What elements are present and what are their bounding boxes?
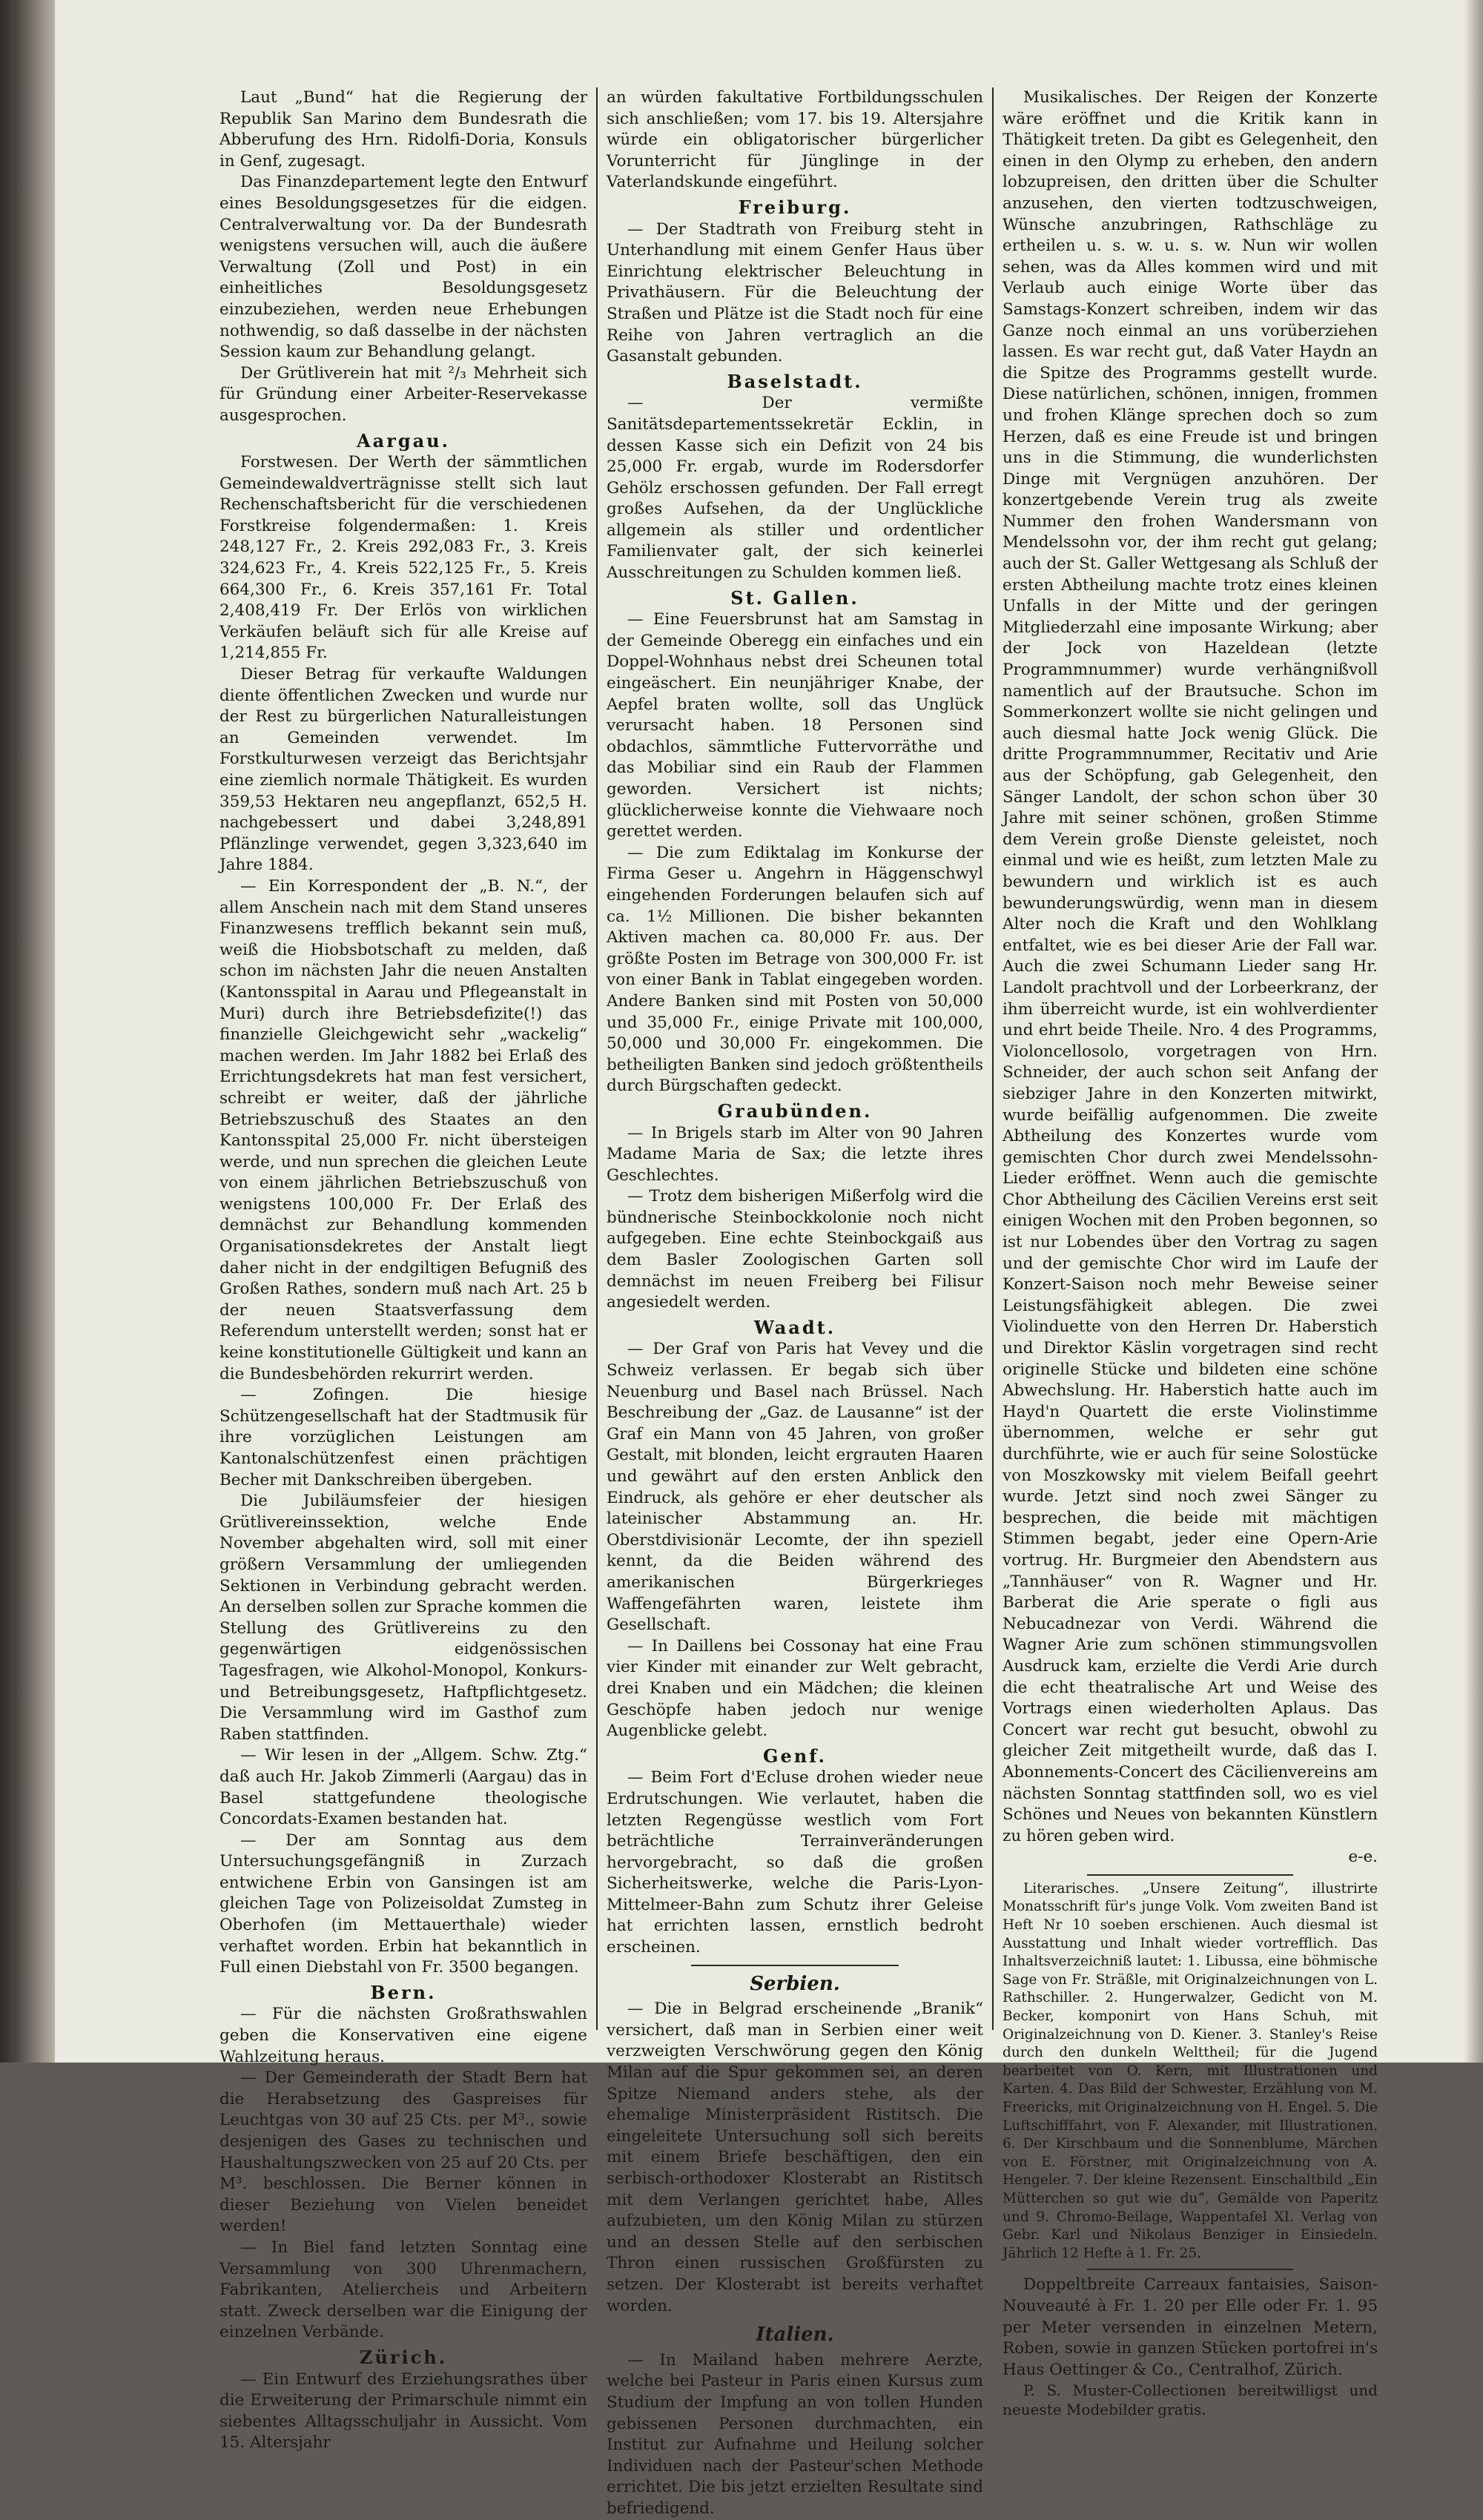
section-heading-zuerich: Zürich.: [359, 2346, 448, 2368]
article-finanzwesen: — Ein Korrespondent der „B. N.“, der allem Anschein nach mit dem Stand unseres Finanzwesens trefflich bekannt sein muß, weiß die Hiobsbotschaft zu melden, daß schon im nächsten Jahr die neuen Anstalten (Kantonsspital in Aarau und Pflegeanstalt in Muri) durch ihre Betriebsdefizite(!) das finanzielle Gleichgewicht sehr „wackelig“ machen werden. Im Jahr 1882 bei Erlaß des Errichtungsdekrets hat man fest versichert, schreibt er weiter, daß der jährliche Betriebszuschuß des Staates an den Kantonsspital 25,000 Fr. nicht übersteigen werde, und nun sprechen die gleichen Leute von einem jährlichen Betriebszuschuß von wenigstens 100,000 Fr. Der Erlaß des demnächst zur Behandlung kommenden Organisationsdekretes der Anstalt liegt daher nicht in der endgiltigen Befugniß des Großen Rathes, sondern muß nach Art. 25 b der neuen Staatsverfassung dem Referendum unterstellt werden; sonst hat er keine konstitutionelle Gültigkeit und kann an die Bundesbehörden rekurrirt werden.: [219, 876, 587, 1383]
advertisement-carreaux: Doppeltbreite Carreaux fantaisies, Saison-Nouveauté à Fr. 1. 20 per Elle oder Fr. 1. 95 per Meter versenden in einzelnen Metern, Roben, sowie in ganzen Stücken portofrei in's Haus Oettinger & Co., Centralhof, Zürich.: [1003, 2275, 1378, 2379]
column-1: [211, 87, 596, 2453]
section-heading-serbien: Serbien.: [750, 1972, 840, 1995]
article-musikalisches: Musikalisches. Der Reigen der Konzerte wäre eröffnet und die Kritik kann in Thätigkeit treten. Da gibt es Gelegenheit, den einen in den Olymp zu erheben, den andern lobzupreisen, den dritten über die Schulter anzusehen, den vierten todtzuschweigen, Wünsche anzubringen, Rathschläge zu ertheilen u. s. w. u. s. w. Nun wir wollen sehen, was da Alles kommen wird und mit Verlaub auch einige Worte über das Samstags-Konzert schreiben, indem wir das Ganze noch einmal an uns vorüberziehen lassen. Es war recht gut, daß Vater Haydn an die Spitze des Programms gestellt wurde. Diese natürlichen, schönen, innigen, frommen und frohen Klänge sprechen doch so zum Herzen, daß es eine Freude ist und bringen uns in die Stimmung, die wunderlichsten Dinge mit Vergnügen anzuhören. Der konzertgebende Verein trug als zweite Nummer den frohen Wandersmann von Mendelssohn vor, der ihm recht gut gelang; auch der St. Galler Wettgesang als Schluß der ersten Abtheilung machte trotz eines kleinen Unfalls in der Mitte und der geringen Mitgliederzahl eine imposante Wirkung; aber der Jock von Hazeldean (letzte Programmnummer) wurde verhängnißvoll namentlich auf der Brautsuche. Schon im Sommerkonzert wollte sie nicht gelingen und auch diesmal hatte Jock wenig Glück. Die dritte Programmnummer, Recitativ und Arie aus der Schöpfung, gab Gelegenheit, den Sänger Landolt, der schon schon über 30 Jahre mit seiner schönen, großen Stimme dem Verein große Dienste geleistet, noch einmal und wie es heißt, zum letzten Male zu bewundern und wirklich ist es auch bewunderungswürdig, wenn man in diesem Alter noch die Kraft und den Wohlklang entfaltet, wie es bei dieser Arie der Fall war. Auch die zwei Schumann Lieder sang Hr. Landolt prachtvoll und der Lorbeerkranz, der ihm überreicht wurde, ist ein wohlverdienter und ehrt beide Theile. Nro. 4 des Programms, Violoncellosolo, vorgetragen von Hrn. Schneider, der auch schon seit Anfang der siebziger Jahre in den Konzerten mitwirkt, wurde beifällig aufgenommen. Die zweite Abtheilung des Konzertes wurde vom gemischten Chor durch zwei Mendelssohn-Lieder eröffnet. Wenn auch die gemischte Chor Abtheilung des Cäcilien Vereins erst seit einigen Wochen mit den Proben begonnen, so ist nur Lobendes über den Vortrag zu sagen und der gemischte Chor wird im Laufe der Konzert-Saison noch mehr Beweise seiner Leistungsfähigkeit ablegen. Die zwei Violinduette von den Herren Dr. Haberstich und Direktor Käslin vorgetragen sind recht originelle Stücke und bildeten eine schöne Abwechslung. Hr. Haberstich hatte auch im Hayd'n Quartett die erste Violinstimme übernommen, welche er sehr gut durchführte, wie er auch für seine Solostücke von Moszkowsky mit vielem Beifall geehrt wurde. Jetzt sind noch zwei Sänger zu besprechen, die beide mit mächtigen Stimmen begabt, jeder eine Opern-Arie vortrug. Hr. Burgmeier den Abendstern aus „Tannhäuser“ von R. Wagner und Hr. Barberat die Arie sperate o figli aus Nebucadnezar von Verdi. Während die Wagner Arie zum schönen stimmungsvollen Ausdruck kam, erzielte die Verdi Arie durch die echt theatralische Art und Weise des Vortrags einen wiederholten Aplaus. Das Concert war recht gut besucht, obwohl zu gleicher Zeit mitgetheilt wurde, daß das I. Abonnements-Concert des Cäcilienvereins am nächsten Sonntag stattfinden soll, wo es viel Schönes und Neues von bekannten Künstlern zu hören geben wird.: [1003, 88, 1378, 1845]
article-jubilaeum: Die Jubiläumsfeier der hiesigen Grütlivereinssektion, welche Ende November abgehalten wird, soll mit einer größern Versammlung der umliegenden Sektionen in Verbindung gebracht werden. An derselben sollen zur Sprache kommen die Stellung des Grütlivereins zu den gegenwärtigen eidgenössischen Tagesfragen, wie Alkohol-Monopol, Konkurs- und Betreibungsgesetz, Haftpflichtgesetz. Die Versammlung wird im Gasthof zum Raben stattfinden.: [219, 1492, 587, 1744]
advertisement-postscript: P. S. Muster-Collectionen bereitwilligst und neueste Modebilder gratis.: [1003, 2381, 1378, 2419]
section-heading-graubuenden: Graubünden.: [717, 1099, 873, 1122]
article-brigels: — In Brigels starb im Alter von 90 Jahren Madame Maria de Sax; die letzte ihres Geschlechtes.: [607, 1123, 983, 1185]
article-waldungen: Dieser Betrag für verkaufte Waldungen diente öffentlichen Zwecken und wurde nur der Rest zu bürgerlichen Naturalleistungen an Gemeinden verwendet. Im Forstkulturwesen verzeigt das Berichtsjahr eine ziemlich normale Thätigkeit. Es wurden 359,53 Hektaren neu angepflanzt, 652,5 H. nachgebessert und dabei 3,248,891 Pflänzlinge verwendet, gegen 3,323,640 im Jahre 1884.: [219, 665, 587, 875]
section-heading-genf: Genf.: [762, 1745, 828, 1767]
page-edge-shadow: [1464, 0, 1483, 2063]
column-2: [596, 87, 992, 2518]
article-gaspreis: — Der Gemeinderath der Stadt Bern hat die Herabsetzung des Gaspreises für Leuchtgas von 30 auf 25 Cts. per M³., sowie desjenigen des Gases zu technischen und Haushaltungszwecken von 25 auf 20 Cts. per M³. beschlossen. Die Berner können in dieser Beziehung von Vielen beneidet werden!: [219, 2068, 587, 2236]
article-belgrad: — Die in Belgrad erscheinende „Branik“ versichert, daß man in Serbien einer weit verzweigten Verschwörung gegen den König Milan auf die Spur gekommen sei, an deren Spitze Niemand anders stehe, als der ehemalige Ministerpräsident Ristitsch. Die eingeleitete Untersuchung soll sich bereits mit einem Briefe beschäftigen, den ein serbisch-orthodoxer Klosterabt an Ristitsch mit dem Verlangen gerichtet habe, Alles aufzubieten, um den König Milan zu stürzen und an dessen Stelle auf den serbischen Thron einen russischen Großfürsten zu setzen. Der Klosterabt ist bereits verhaftet worden.: [607, 2000, 983, 2315]
article-freiburg-beleuchtung: — Der Stadtrath von Freiburg steht in Unterhandlung mit einem Genfer Haus über Einrichtung elektrischer Beleuchtung in Privathäusern. Für die Beleuchtung der Straßen und Plätze ist die Stadt noch für eine Reihe von Jahren vertraglich an die Gasanstalt gebunden.: [607, 219, 983, 366]
column-3: [992, 87, 1387, 2419]
section-heading-stgallen: St. Gallen.: [730, 586, 859, 609]
article-san-marino: Laut „Bund“ hat die Regierung der Republik San Marino dem Bundesrath die Abberufung des Hrn. Ridolfi-Doria, Konsuls in Genf, zugesagt.: [219, 88, 587, 171]
article-zurzach: — Der am Sonntag aus dem Untersuchungsgefängniß in Zurzach entwichene Erbin von Gansingen ist am gleichen Tage von Polizeisoldat Zumsteg in Oberhofen (im Mettauerthale) wieder verhaftet worden. Erbin hat bekanntlich in Full einen Diebstahl von Fr. 3500 begangen.: [219, 1831, 587, 1977]
article-besoldungsgesetz: Das Finanzdepartement legte den Entwurf eines Besoldungsgesetzes für die eidgen. Centralverwaltung vor. Da der Bundesrath wenigstens versuchen will, auch die äußere Verwaltung (Zoll und Post) in ein einheitliches Besoldungsgesetz einzubeziehen, werden neue Erhebungen nothwendig, so daß dasselbe in der nächsten Session kaum zur Behandlung gelangt.: [219, 173, 587, 362]
article-konkurs: — Die zum Ediktalag im Konkurse der Firma Geser u. Angehrn in Häggenschwyl eingehenden Forderungen belaufen sich auf ca. 1½ Millionen. Die bisher bekannten Aktiven machen ca. 80,000 Fr. aus. Der größte Posten im Betrage von 300,000 Fr. ist von einer Bank in Tablat eingegeben worden. Andere Banken sind mit Posten von 50,000 und 35,000 Fr., einige Private mit 100,000, 50,000 und 30,000 Fr. eingekommen. Die betheiligten Banken sind jedoch größtentheils durch Bürgschaften gedeckt.: [607, 843, 983, 1096]
section-heading-aargau: Aargau.: [357, 429, 450, 452]
column-layout: [211, 87, 1387, 2518]
book-binding: [0, 0, 55, 2063]
article-graf-paris: — Der Graf von Paris hat Vevey und die Schweiz verlassen. Er begab sich über Neuenburg und Basel nach Brüssel. Nach Beschreibung der „Gaz. de Lausanne“ ist der Graf ein Mann von 45 Jahren, von großer Gestalt, mit blonden, leicht ergrauten Haaren und gewährt auf den ersten Anblick den Eindruck, als gehöre er eher deutscher als lateinischer Abstammung an. Hr. Oberstdivisionär Lecomte, der ihn speziell kennt, da die Beiden während des amerikanischen Bürgerkrieges Waffengefährten waren, leistete ihm Gesellschaft.: [607, 1340, 983, 1635]
article-fort-ecluse: — Beim Fort d'Ecluse drohen wieder neue Erdrutschungen. Wie verlautet, haben die letzten Regengüsse westlich vom Fort beträchtliche Terrainveränderungen hervorgebracht, so daß die großen Sicherheitswerke, welche die Paris-Lyon-Mittelmeer-Bahn zum Schutz ihrer Geleise hat errichten lassen, ernstlich bedroht erscheinen.: [607, 1768, 983, 1957]
article-signature: e-e.: [1348, 1848, 1378, 1867]
section-heading-freiburg: Freiburg.: [738, 196, 852, 218]
divider-line: [691, 1965, 898, 1966]
article-zimmerli: — Wir lesen in der „Allgem. Schw. Ztg.“ daß auch Hr. Jakob Zimmerli (Aargau) das in Basel stattgefundene theologische Concordats-Examen bestanden hat.: [219, 1746, 587, 1829]
article-mailand: — In Mailand haben mehrere Aerzte, welche bei Pasteur in Paris einen Kursus zum Studium der Impfung an von tollen Hunden gebissenen Personen durchmachten, ein Institut zur Aufnahme und Heilung solcher Individuen nach der Pasteur'schen Methode errichtet. Die bis jetzt erzielten Resultate sind befriedigend.: [607, 2350, 983, 2518]
article-daillens: — In Daillens bei Cossonay hat eine Frau vier Kinder mit einander zur Welt gebracht, drei Knaben und ein Mädchen; die kleinen Geschöpfe haben jedoch nur wenige Augenblicke gelebt.: [607, 1636, 983, 1741]
article-biel: — In Biel fand letzten Sonntag eine Versammlung von 300 Uhrenmachern, Fabrikanten, Ateliercheis und Arbeitern statt. Zweck derselben war die Einigung der einzelnen Verbände.: [219, 2238, 587, 2342]
article-literarisches: Literarisches. „Unsere Zeitung“, illustrirte Monatsschrift für's junge Volk. Vom zweiten Band ist Heft Nr 10 soeben erschienen. Auch diesmal ist Ausstattung und Inhalt wieder vortrefflich. Das Inhaltsverzeichniß lautet: 1. Libussa, eine böhmische Sage von Fr. Sträßle, mit Originalzeichnungen von L. Rathschiller. 2. Hungerwalzer, Gedicht von M. Becker, komponirt von Hans Schuh, mit Originalzeichnung von D. Kiener. 3. Stanley's Reise durch den dunkeln Welttheil; für die Jugend bearbeitet von O. Kern, mit Illustrationen und Karten. 4. Das Bild der Schwester, Erzählung von M. Freericks, mit Originalzeichnung von H. Engel. 5. Die Luftschifffahrt, von F. Alexander, mit Illustrationen. 6. Der Kirschbaum und die Sonnenblume, Märchen von E. Förstner, mit Originalzeichnung von A. Hengeler. 7. Der kleine Rezensent. Einschaltbild „Ein Mütterchen so gut wie du“, Gemälde von Paperitz und 9. Chromo-Beilage, Wappentafel XI. Verlag von Gebr. Karl und Nikolaus Benziger in Einsiedeln. Jährlich 12 Hefte à 1. Fr. 25.: [1003, 1880, 1378, 2261]
article-zofingen: — Zofingen. Die hiesige Schützengesellschaft hat der Stadtmusik für ihre vorzüglichen Leistungen am Kantonalschützenfest einen prächtigen Becher mit Dankschreiben übergeben.: [219, 1386, 587, 1489]
article-primarschule: — Ein Entwurf des Erziehungsrathes über die Erweiterung der Primarschule nimmt ein siebentes Alltagsschuljahr in Aussicht. Vom 15. Altersjahr: [219, 2369, 587, 2453]
newspaper-page: [55, 0, 1483, 2518]
article-forstwesen: Forstwesen. Der Werth der sämmtlichen Gemeindewaldverträgnisse stellt sich laut Rechenschaftsbericht für die verschiedenen Forstkreise folgendermaßen: 1. Kreis 248,127 Fr., 2. Kreis 292,083 Fr., 3. Kreis 324,623 Fr., 4. Kreis 522,125 Fr., 5. Kreis 664,300 Fr., 6. Kreis 357,161 Fr. Total 2,408,419 Fr. Der Erlös von wirklichen Verkäufen beläuft sich für alle Kreise auf 1,214,855 Fr.: [219, 453, 587, 663]
divider-line: [1087, 1874, 1293, 1876]
section-heading-bern: Bern.: [370, 1981, 437, 2003]
article-ecklin: — Der vermißte Sanitätsdepartementssekretär Ecklin, in dessen Kasse sich ein Defizit von 24 bis 25,000 Fr. ergab, wurde im Rodersdorfer Gehölz erschossen gefunden. Der Fall erregt großes Aufsehen, da der Unglückliche allgemein als stiller und ordentlicher Familienvater galt, der sich keinerlei Ausschreitungen zu Schulden kommen ließ.: [607, 394, 983, 583]
article-gruetliverein: Der Grütliverein hat mit ²/₃ Mehrheit sich für Gründung einer Arbeiter-Reservekasse ausgesprochen.: [219, 363, 587, 425]
article-oberegg: — Eine Feuersbrunst hat am Samstag in der Gemeinde Oberegg ein einfaches und ein Doppel-Wohnhaus nebst drei Scheunen total eingeäschert. Ein neunjähriger Knabe, der Aepfel braten wollte, soll das Unglück verursacht haben. 18 Personen sind obdachlos, sämmtliche Futtervorräthe und das Mobiliar sind ein Raub der Flammen geworden. Versichert ist nichts; glücklicherweise konnte die Viehwaare noch gerettet werden.: [607, 610, 983, 841]
section-heading-waadt: Waadt.: [753, 1316, 836, 1338]
section-heading-italien: Italien.: [756, 2324, 834, 2347]
divider-line: [1087, 2269, 1293, 2270]
article-wahlzeitung: — Für die nächsten Großrathswahlen geben die Konservativen eine eigene Wahlzeitung heraus.: [219, 2005, 587, 2066]
article-steinbock: — Trotz dem bisherigen Mißerfolg wird die bündnerische Steinbockkolonie noch nicht aufgegeben. Eine echte Steinbockgaiß aus dem Basler Zoologischen Garten soll demnächst im neuen Freiberg bei Filisur angesiedelt werden.: [607, 1187, 983, 1312]
section-heading-baselstadt: Baselstadt.: [727, 370, 863, 392]
article-primarschule-cont: an würden fakultative Fortbildungsschulen sich anschließen; vom 17. bis 19. Altersjahre würde ein obligatorischer bürgerlicher Vorunterricht für Jünglinge in der Vaterlandskunde eingeführt.: [607, 88, 983, 192]
